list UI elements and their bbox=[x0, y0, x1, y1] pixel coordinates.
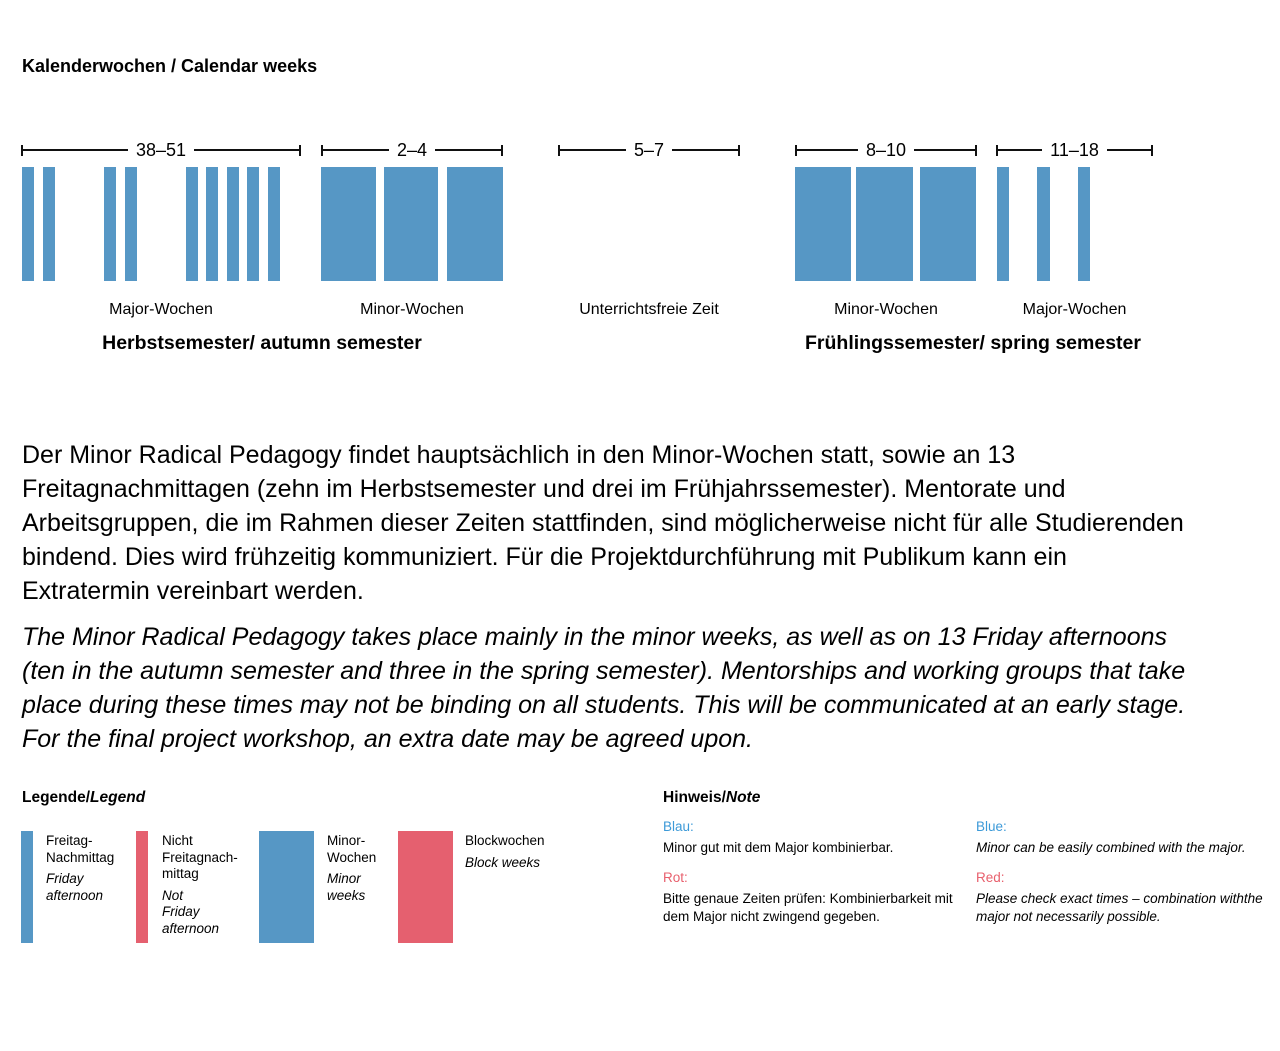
note-color-label: Red: bbox=[976, 870, 1005, 885]
week-bar bbox=[856, 167, 913, 281]
legend-label-en bbox=[327, 871, 376, 904]
note-title-en: Note bbox=[725, 789, 761, 806]
week-range-bracket bbox=[795, 139, 977, 161]
legend-label-line: weeks bbox=[327, 887, 366, 903]
legend-label-en bbox=[46, 871, 114, 904]
bracket-right-tick bbox=[299, 145, 301, 156]
legend-label-line: mittag bbox=[162, 866, 199, 881]
note-entry bbox=[976, 869, 1263, 926]
legend-label-line: Friday bbox=[46, 871, 84, 886]
note-text-line: Minor can be easily combined with the major. bbox=[976, 840, 1246, 855]
legend-label-line: Wochen bbox=[327, 849, 377, 865]
bracket-line bbox=[23, 149, 128, 151]
legend-swatch-red bbox=[398, 831, 453, 943]
week-bar bbox=[104, 167, 116, 281]
week-bar bbox=[206, 167, 218, 281]
semester-title: Frühlingssemester/ spring semester bbox=[805, 332, 1141, 354]
paragraph-line: Der Minor Radical Pedagogy findet hauptsächlich in den Minor-Wochen statt, sowie an 13 bbox=[22, 441, 1016, 469]
paragraph-line: Extratermin vereinbart werden. bbox=[22, 577, 364, 605]
week-bar bbox=[997, 167, 1009, 281]
note-text-line: Minor gut mit dem Major kombinierbar. bbox=[663, 840, 894, 855]
note-color-label: Rot: bbox=[663, 870, 688, 885]
legend-label-de bbox=[327, 833, 376, 866]
week-type-label: Unterrichtsfreie Zeit bbox=[579, 301, 719, 318]
bracket-line bbox=[194, 149, 299, 151]
note-color-label: Blue: bbox=[976, 819, 1007, 834]
bracket-right-tick bbox=[501, 145, 503, 156]
legend-label-line: Nachmittag bbox=[46, 849, 115, 865]
week-bar bbox=[43, 167, 55, 281]
legend-item-label bbox=[465, 833, 545, 871]
paragraph-line: place during these times may not be binding on all students. This will be communicated at an early stage. bbox=[22, 691, 1186, 719]
week-bar bbox=[186, 167, 198, 281]
legend-label-line: Minor- bbox=[327, 833, 366, 848]
week-bar bbox=[920, 167, 976, 281]
week-type-label: Major-Wochen bbox=[109, 301, 213, 318]
legend-label-en bbox=[465, 855, 545, 872]
week-bar bbox=[268, 167, 280, 281]
note-text-line: major not necessarily possible. bbox=[976, 909, 1161, 924]
legend-label-de bbox=[465, 833, 545, 850]
week-bar bbox=[247, 167, 259, 281]
calendar-weeks-diagram bbox=[0, 0, 1280, 360]
legend-label-de bbox=[46, 833, 114, 866]
bracket-line bbox=[1107, 149, 1151, 151]
week-range-label: 38–51 bbox=[135, 140, 187, 160]
week-bar bbox=[1078, 167, 1090, 281]
note-column bbox=[663, 818, 953, 938]
legend-title-de: Legende/ bbox=[22, 789, 91, 806]
legend-label-line: Friday bbox=[162, 904, 200, 919]
paragraph-line: (ten in the autumn semester and three in the spring semester). Mentorships and working groups that take bbox=[22, 657, 1186, 685]
week-bar bbox=[125, 167, 137, 281]
week-range-label: 8–10 bbox=[865, 140, 907, 160]
week-range-bracket bbox=[996, 139, 1153, 161]
note-title bbox=[663, 789, 760, 807]
week-range-label: 11–18 bbox=[1050, 140, 1099, 160]
bracket-line bbox=[914, 149, 975, 151]
legend-item-label bbox=[327, 833, 376, 904]
semester-title: Herbstsemester/ autumn semester bbox=[102, 332, 422, 354]
week-type-label: Minor-Wochen bbox=[360, 301, 464, 318]
week-range-bracket bbox=[21, 139, 301, 161]
week-range-bracket bbox=[558, 139, 740, 161]
note-text-line: Bitte genaue Zeiten prüfen: Kombinierbarkeit mit bbox=[663, 891, 953, 906]
legend-label-line: Nicht bbox=[162, 833, 193, 848]
legend-label-line: afternoon bbox=[46, 887, 104, 903]
week-bar bbox=[227, 167, 239, 281]
note-color-label: Blau: bbox=[663, 819, 694, 834]
week-type-label: Minor-Wochen bbox=[834, 301, 938, 318]
bracket-right-tick bbox=[1151, 145, 1153, 156]
bracket-line bbox=[435, 149, 501, 151]
week-bar bbox=[795, 167, 851, 281]
note-entry bbox=[663, 818, 953, 857]
note-entry bbox=[976, 818, 1263, 857]
paragraph-line: The Minor Radical Pedagogy takes place mainly in the minor weeks, as well as on 13 Friday afternoons bbox=[22, 623, 1168, 651]
paragraph-line: Arbeitsgruppen, die im Rahmen dieser Zeiten stattfinden, sind möglicherweise nicht für alle Studierenden bbox=[22, 509, 1184, 537]
legend-swatch-blue bbox=[259, 831, 314, 943]
bracket-line bbox=[797, 149, 858, 151]
legend-label-line: Block weeks bbox=[465, 854, 541, 870]
bracket-right-tick bbox=[738, 145, 740, 156]
legend-swatch-red bbox=[136, 831, 148, 943]
paragraph-line: Freitagnachmittagen (zehn im Herbstsemester und drei im Frühjahrssemester). Mentorate und bbox=[22, 475, 1066, 503]
week-range-label: 5–7 bbox=[633, 140, 665, 160]
note-text-line: Please check exact times – combination withthe bbox=[976, 891, 1263, 906]
legend-label-line: Freitagnach- bbox=[162, 849, 238, 865]
note-title-de: Hinweis/ bbox=[663, 789, 726, 806]
week-range-label: 2–4 bbox=[396, 140, 428, 160]
legend-label-en bbox=[162, 888, 238, 938]
bracket-line bbox=[560, 149, 626, 151]
note-entry bbox=[663, 869, 953, 926]
bracket-line bbox=[323, 149, 389, 151]
legend-title bbox=[22, 789, 145, 807]
legend-title-en: Legend bbox=[90, 789, 146, 806]
week-bar bbox=[22, 167, 34, 281]
note-text-line: dem Major nicht zwingend gegeben. bbox=[663, 909, 880, 924]
legend-item-label bbox=[162, 833, 238, 937]
legend-label-line: afternoon bbox=[162, 920, 220, 936]
bracket-right-tick bbox=[975, 145, 977, 156]
paragraph-line: bindend. Dies wird frühzeitig kommuniziert. Für die Projektdurchführung mit Publikum kann ein bbox=[22, 543, 1067, 571]
page-title: Kalenderwochen / Calendar weeks bbox=[22, 56, 318, 76]
week-bar bbox=[447, 167, 503, 281]
legend-label-de bbox=[162, 833, 238, 883]
bracket-line bbox=[998, 149, 1042, 151]
paragraph-line: For the final project workshop, an extra date may be agreed upon. bbox=[22, 725, 753, 753]
bracket-line bbox=[672, 149, 738, 151]
paragraph-english bbox=[22, 620, 1185, 756]
week-bar bbox=[321, 167, 376, 281]
legend-swatch-blue bbox=[21, 831, 33, 943]
legend-label-line: Not bbox=[162, 887, 184, 903]
week-range-bracket bbox=[321, 139, 503, 161]
legend-label-line: Blockwochen bbox=[465, 833, 545, 848]
week-bar bbox=[1037, 167, 1050, 281]
paragraph-german bbox=[22, 438, 1184, 608]
legend-item-label bbox=[46, 833, 114, 904]
legend-label-line: Minor bbox=[327, 871, 361, 886]
note-column bbox=[976, 818, 1263, 938]
week-type-label: Major-Wochen bbox=[1022, 301, 1127, 318]
week-bar bbox=[384, 167, 438, 281]
legend-label-line: Freitag- bbox=[46, 833, 93, 848]
